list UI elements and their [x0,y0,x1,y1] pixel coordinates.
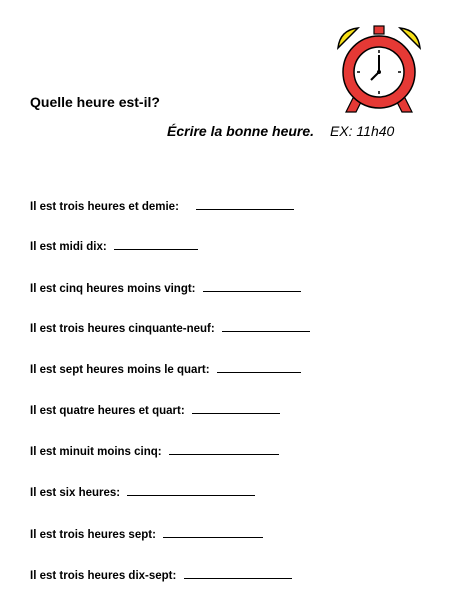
question-item [30,526,263,541]
question-text: Il est trois heures et demie: [30,201,179,213]
question-text: Il est minuit moins cinq: [30,446,162,458]
answer-blank[interactable] [163,526,263,538]
question-text: Il est quatre heures et quart: [30,405,185,417]
top-knob [374,26,384,34]
answer-blank[interactable] [169,443,279,455]
answer-blank[interactable] [127,484,255,496]
question-text: Il est sept heures moins le quart: [30,364,210,376]
question-item [30,320,310,335]
question-text: Il est six heures: [30,487,121,499]
question-item [30,198,294,213]
question-item [30,361,301,376]
example-text: EX: 11h40 [329,123,395,139]
answer-blank[interactable] [114,238,198,250]
instruction-line [167,123,394,139]
question-text: Il est trois heures cinquante-neuf: [30,323,215,335]
question-item [30,280,301,295]
alarm-clock-icon [334,22,424,116]
question-item [30,443,279,458]
question-item [30,238,198,253]
question-text: Il est trois heures sept: [30,529,156,541]
answer-blank[interactable] [184,567,292,579]
answer-blank[interactable] [192,402,280,414]
answer-blank[interactable] [222,320,310,332]
question-text: Il est cinq heures moins vingt: [30,283,196,295]
instruction-text: Écrire la bonne heure. [167,123,315,139]
answer-blank[interactable] [203,280,301,292]
worksheet-title: Quelle heure est-il? [30,94,160,110]
question-item [30,402,280,417]
question-text: Il est midi dix: [30,241,107,253]
question-item [30,567,292,582]
clock-center [377,70,381,74]
question-item [30,484,255,499]
question-text: Il est trois heures dix-sept: [30,570,177,582]
answer-blank[interactable] [196,198,294,210]
answer-blank[interactable] [217,361,301,373]
